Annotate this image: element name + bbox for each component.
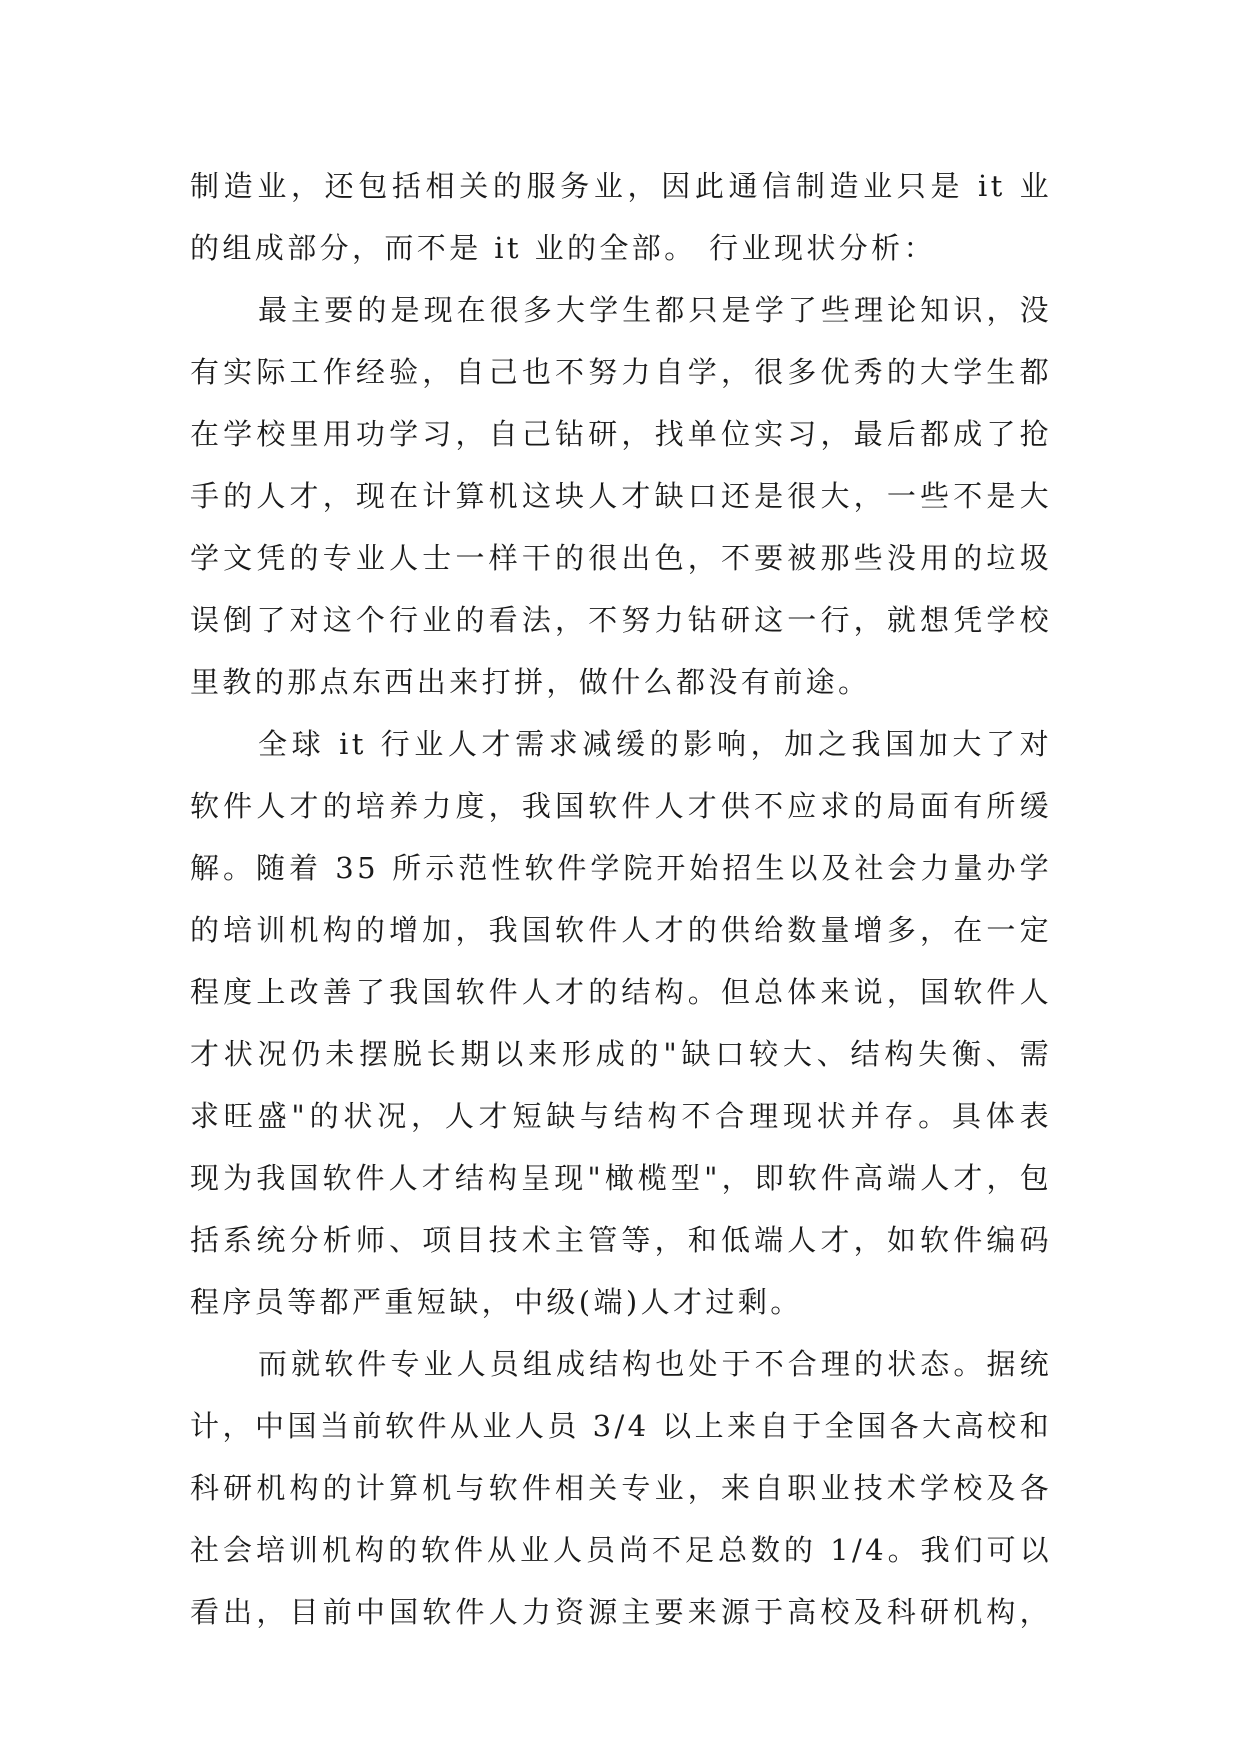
text-line: 的组成部分，而不是 it 业的全部。 行业现状分析： <box>190 231 936 265</box>
text-line: 括系统分析师、项目技术主管等，和低端人才，如软件编码 <box>190 1223 1052 1257</box>
text-line: 程度上改善了我国软件人才的结构。但总体来说，国软件人 <box>190 975 1052 1009</box>
body-text <box>190 155 1052 1643</box>
text-line: 在学校里用功学习，自己钻研，找单位实习，最后都成了抢 <box>190 417 1052 451</box>
text-line: 而就软件专业人员组成结构也处于不合理的状态。据统 <box>258 1347 1052 1381</box>
text-line: 才状况仍未摆脱长期以来形成的"缺口较大、结构失衡、需 <box>190 1037 1052 1071</box>
text-line: 社会培训机构的软件从业人员尚不足总数的 1/4。我们可以 <box>190 1533 1052 1567</box>
text-line: 计，中国当前软件从业人员 3/4 以上来自于全国各大高校和 <box>190 1409 1052 1443</box>
text-line: 现为我国软件人才结构呈现"橄榄型"，即软件高端人才，包 <box>190 1161 1052 1195</box>
text-line: 的培训机构的增加，我国软件人才的供给数量增多，在一定 <box>190 913 1052 947</box>
text-line: 制造业，还包括相关的服务业，因此通信制造业只是 it 业 <box>190 169 1052 203</box>
text-line: 误倒了对这个行业的看法，不努力钻研这一行，就想凭学校 <box>190 603 1052 637</box>
text-line: 程序员等都严重短缺，中级(端)人才过剩。 <box>190 1285 803 1319</box>
text-line: 科研机构的计算机与软件相关专业，来自职业技术学校及各 <box>190 1471 1052 1505</box>
text-line: 求旺盛"的状况，人才短缺与结构不合理现状并存。具体表 <box>190 1099 1052 1133</box>
text-line: 有实际工作经验，自己也不努力自学，很多优秀的大学生都 <box>190 355 1052 389</box>
text-line: 手的人才，现在计算机这块人才缺口还是很大，一些不是大 <box>190 479 1052 513</box>
text-line: 学文凭的专业人士一样干的很出色，不要被那些没用的垃圾 <box>190 541 1052 575</box>
text-line: 全球 it 行业人才需求减缓的影响，加之我国加大了对 <box>258 727 1052 761</box>
text-line: 软件人才的培养力度，我国软件人才供不应求的局面有所缓 <box>190 789 1052 823</box>
text-line: 最主要的是现在很多大学生都只是学了些理论知识，没 <box>258 293 1052 327</box>
text-line: 里教的那点东西出来打拼，做什么都没有前途。 <box>190 665 871 699</box>
text-line: 看出，目前中国软件人力资源主要来源于高校及科研机构， <box>190 1595 1052 1629</box>
text-line: 解。随着 35 所示范性软件学院开始招生以及社会力量办学 <box>190 851 1052 885</box>
